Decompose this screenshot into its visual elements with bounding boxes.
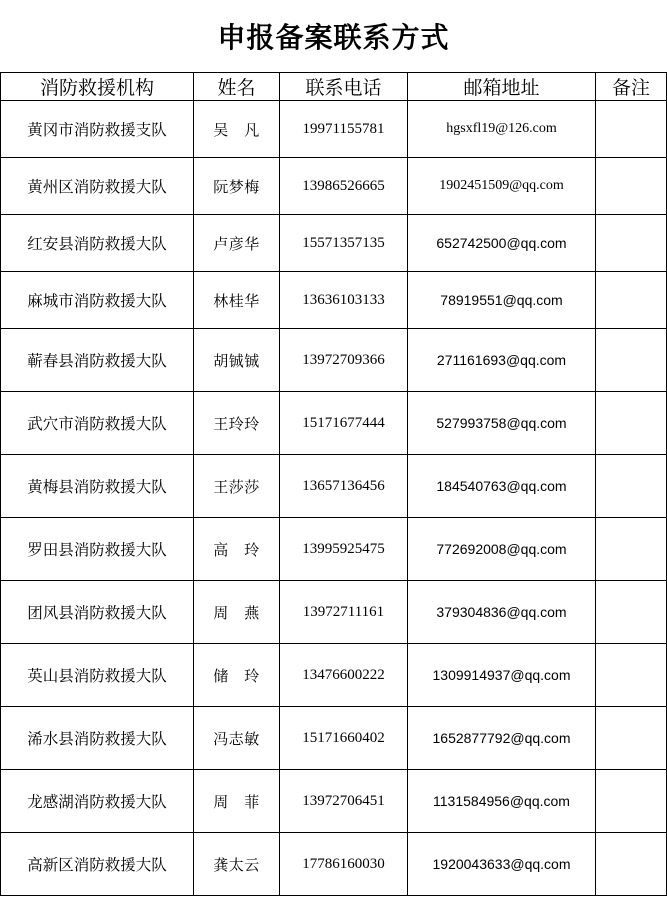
org-cell: 黄冈市消防救援支队 xyxy=(1,101,194,158)
note-cell xyxy=(596,392,667,455)
name-cell: 阮梦梅 xyxy=(194,158,280,215)
email-cell: 652742500@qq.com xyxy=(408,215,596,272)
table-row xyxy=(1,455,667,518)
name-cell: 冯志敏 xyxy=(194,707,280,770)
email-cell: 271161693@qq.com xyxy=(408,329,596,392)
header-note: 备注 xyxy=(596,73,667,101)
email-cell: 1131584956@qq.com xyxy=(408,770,596,833)
phone-cell: 15571357135 xyxy=(280,215,408,272)
email-cell: hgsxfl19@126.com xyxy=(408,101,596,158)
email-cell: 379304836@qq.com xyxy=(408,581,596,644)
phone-cell: 13636103133 xyxy=(280,272,408,329)
table-row xyxy=(1,644,667,707)
phone-cell: 13972709366 xyxy=(280,329,408,392)
table-row xyxy=(1,101,667,158)
phone-cell: 15171660402 xyxy=(280,707,408,770)
org-cell: 英山县消防救援大队 xyxy=(1,644,194,707)
phone-cell: 13657136456 xyxy=(280,455,408,518)
name-cell: 储 玲 xyxy=(194,644,280,707)
email-cell: 78919551@qq.com xyxy=(408,272,596,329)
name-cell: 吴 凡 xyxy=(194,101,280,158)
phone-cell: 13476600222 xyxy=(280,644,408,707)
note-cell xyxy=(596,644,667,707)
email-cell: 527993758@qq.com xyxy=(408,392,596,455)
table-row xyxy=(1,770,667,833)
phone-cell: 15171677444 xyxy=(280,392,408,455)
note-cell xyxy=(596,833,667,896)
note-cell xyxy=(596,329,667,392)
note-cell xyxy=(596,770,667,833)
email-cell: 1902451509@qq.com xyxy=(408,158,596,215)
page-title: 申报备案联系方式 xyxy=(217,21,450,54)
header-org: 消防救援机构 xyxy=(1,73,194,101)
email-cell: 1920043633@qq.com xyxy=(408,833,596,896)
name-cell: 林桂华 xyxy=(194,272,280,329)
table-row xyxy=(1,707,667,770)
org-cell: 黄梅县消防救援大队 xyxy=(1,455,194,518)
name-cell: 周 燕 xyxy=(194,581,280,644)
org-cell: 红安县消防救援大队 xyxy=(1,215,194,272)
note-cell xyxy=(596,272,667,329)
email-cell: 772692008@qq.com xyxy=(408,518,596,581)
org-cell: 黄州区消防救援大队 xyxy=(1,158,194,215)
note-cell xyxy=(596,215,667,272)
table-row xyxy=(1,518,667,581)
email-cell: 1652877792@qq.com xyxy=(408,707,596,770)
name-cell: 王莎莎 xyxy=(194,455,280,518)
table-row xyxy=(1,215,667,272)
table-row xyxy=(1,158,667,215)
note-cell xyxy=(596,581,667,644)
header-phone: 联系电话 xyxy=(280,73,408,101)
header-row xyxy=(1,73,667,101)
phone-cell: 19971155781 xyxy=(280,101,408,158)
name-cell: 卢彦华 xyxy=(194,215,280,272)
table-row xyxy=(1,833,667,896)
note-cell xyxy=(596,707,667,770)
org-cell: 龙感湖消防救援大队 xyxy=(1,770,194,833)
note-cell xyxy=(596,455,667,518)
name-cell: 王玲玲 xyxy=(194,392,280,455)
name-cell: 龚太云 xyxy=(194,833,280,896)
name-cell: 胡铖铖 xyxy=(194,329,280,392)
name-cell: 高 玲 xyxy=(194,518,280,581)
note-cell xyxy=(596,101,667,158)
table-row xyxy=(1,272,667,329)
phone-cell: 13986526665 xyxy=(280,158,408,215)
phone-cell: 13972711161 xyxy=(280,581,408,644)
name-cell: 周 菲 xyxy=(194,770,280,833)
note-cell xyxy=(596,158,667,215)
email-cell: 1309914937@qq.com xyxy=(408,644,596,707)
org-cell: 麻城市消防救援大队 xyxy=(1,272,194,329)
org-cell: 团风县消防救援大队 xyxy=(1,581,194,644)
header-name: 姓名 xyxy=(194,73,280,101)
org-cell: 高新区消防救援大队 xyxy=(1,833,194,896)
table-row xyxy=(1,329,667,392)
header-email: 邮箱地址 xyxy=(408,73,596,101)
phone-cell: 13995925475 xyxy=(280,518,408,581)
contact-table xyxy=(0,72,667,896)
phone-cell: 17786160030 xyxy=(280,833,408,896)
org-cell: 武穴市消防救援大队 xyxy=(1,392,194,455)
phone-cell: 13972706451 xyxy=(280,770,408,833)
table-row xyxy=(1,581,667,644)
org-cell: 浠水县消防救援大队 xyxy=(1,707,194,770)
org-cell: 蕲春县消防救援大队 xyxy=(1,329,194,392)
email-cell: 184540763@qq.com xyxy=(408,455,596,518)
note-cell xyxy=(596,518,667,581)
table-row xyxy=(1,392,667,455)
org-cell: 罗田县消防救援大队 xyxy=(1,518,194,581)
